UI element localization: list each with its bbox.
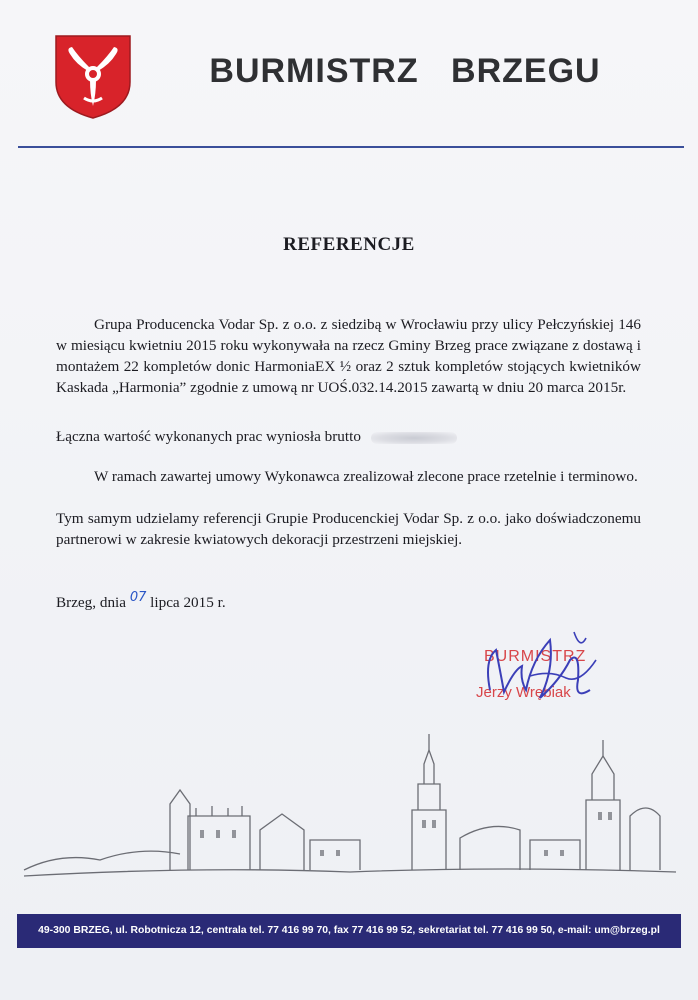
redacted-amount xyxy=(371,432,457,444)
page-header-title: BURMISTRZ BRZEGU xyxy=(209,52,601,90)
date-prefix: Brzeg, dnia xyxy=(56,594,127,611)
date-day-handwritten: 07 xyxy=(129,590,147,605)
paragraph-value xyxy=(56,426,641,447)
stamp-name: Jerzy Wrębiak xyxy=(476,684,571,701)
footer-address-bar xyxy=(17,914,681,948)
handwritten-signature-icon xyxy=(470,620,610,720)
city-skyline-illustration xyxy=(20,720,680,890)
paragraph-execution: W ramach zawartej umowy Wykonawca zrealizował zlecone prace rzetelnie i terminowo. xyxy=(94,468,638,485)
paragraph-reference: Tym samym udzielamy referencji Grupie Producenckiej Vodar Sp. z o.o. jako doświadczonemu partnerowi w zakresie kwiatowych dekoracji przestrzeni miejskiej. xyxy=(56,510,641,548)
paragraph-value-text: Łączna wartość wykonanych prac wyniosła brutto xyxy=(56,428,361,445)
document-title: REFERENCJE xyxy=(283,234,415,255)
stamp-title: BURMISTRZ xyxy=(484,648,587,665)
date-suffix: lipca 2015 r. xyxy=(150,594,226,611)
footer-contact-text: 49-300 BRZEG, ul. Robotnicza 12, centrala tel. 77 416 99 70, fax 77 416 99 52, sekretariat tel. 77 416 99 50, e-mail: um@brzeg.pl xyxy=(38,925,660,936)
header-divider xyxy=(18,146,684,148)
brzeg-coat-of-arms-icon xyxy=(54,34,132,120)
paragraph-intro: Grupa Producencka Vodar Sp. z o.o. z siedzibą w Wrocławiu przy ulicy Pełczyńskiej 146 w miesiącu kwietniu 2015 roku wykonywała na rzecz Gminy Brzeg prace związane z dostawą i montażem 22 kompletów donic HarmoniaEX ½ oraz 2 sztuk kompletów stojących kwietników Kaskada „Harmonia” zgodnie z umową nr UOŚ.032.14.2015 zawartą w dniu 20 marca 2015r. xyxy=(56,316,641,396)
document-date xyxy=(56,590,226,612)
